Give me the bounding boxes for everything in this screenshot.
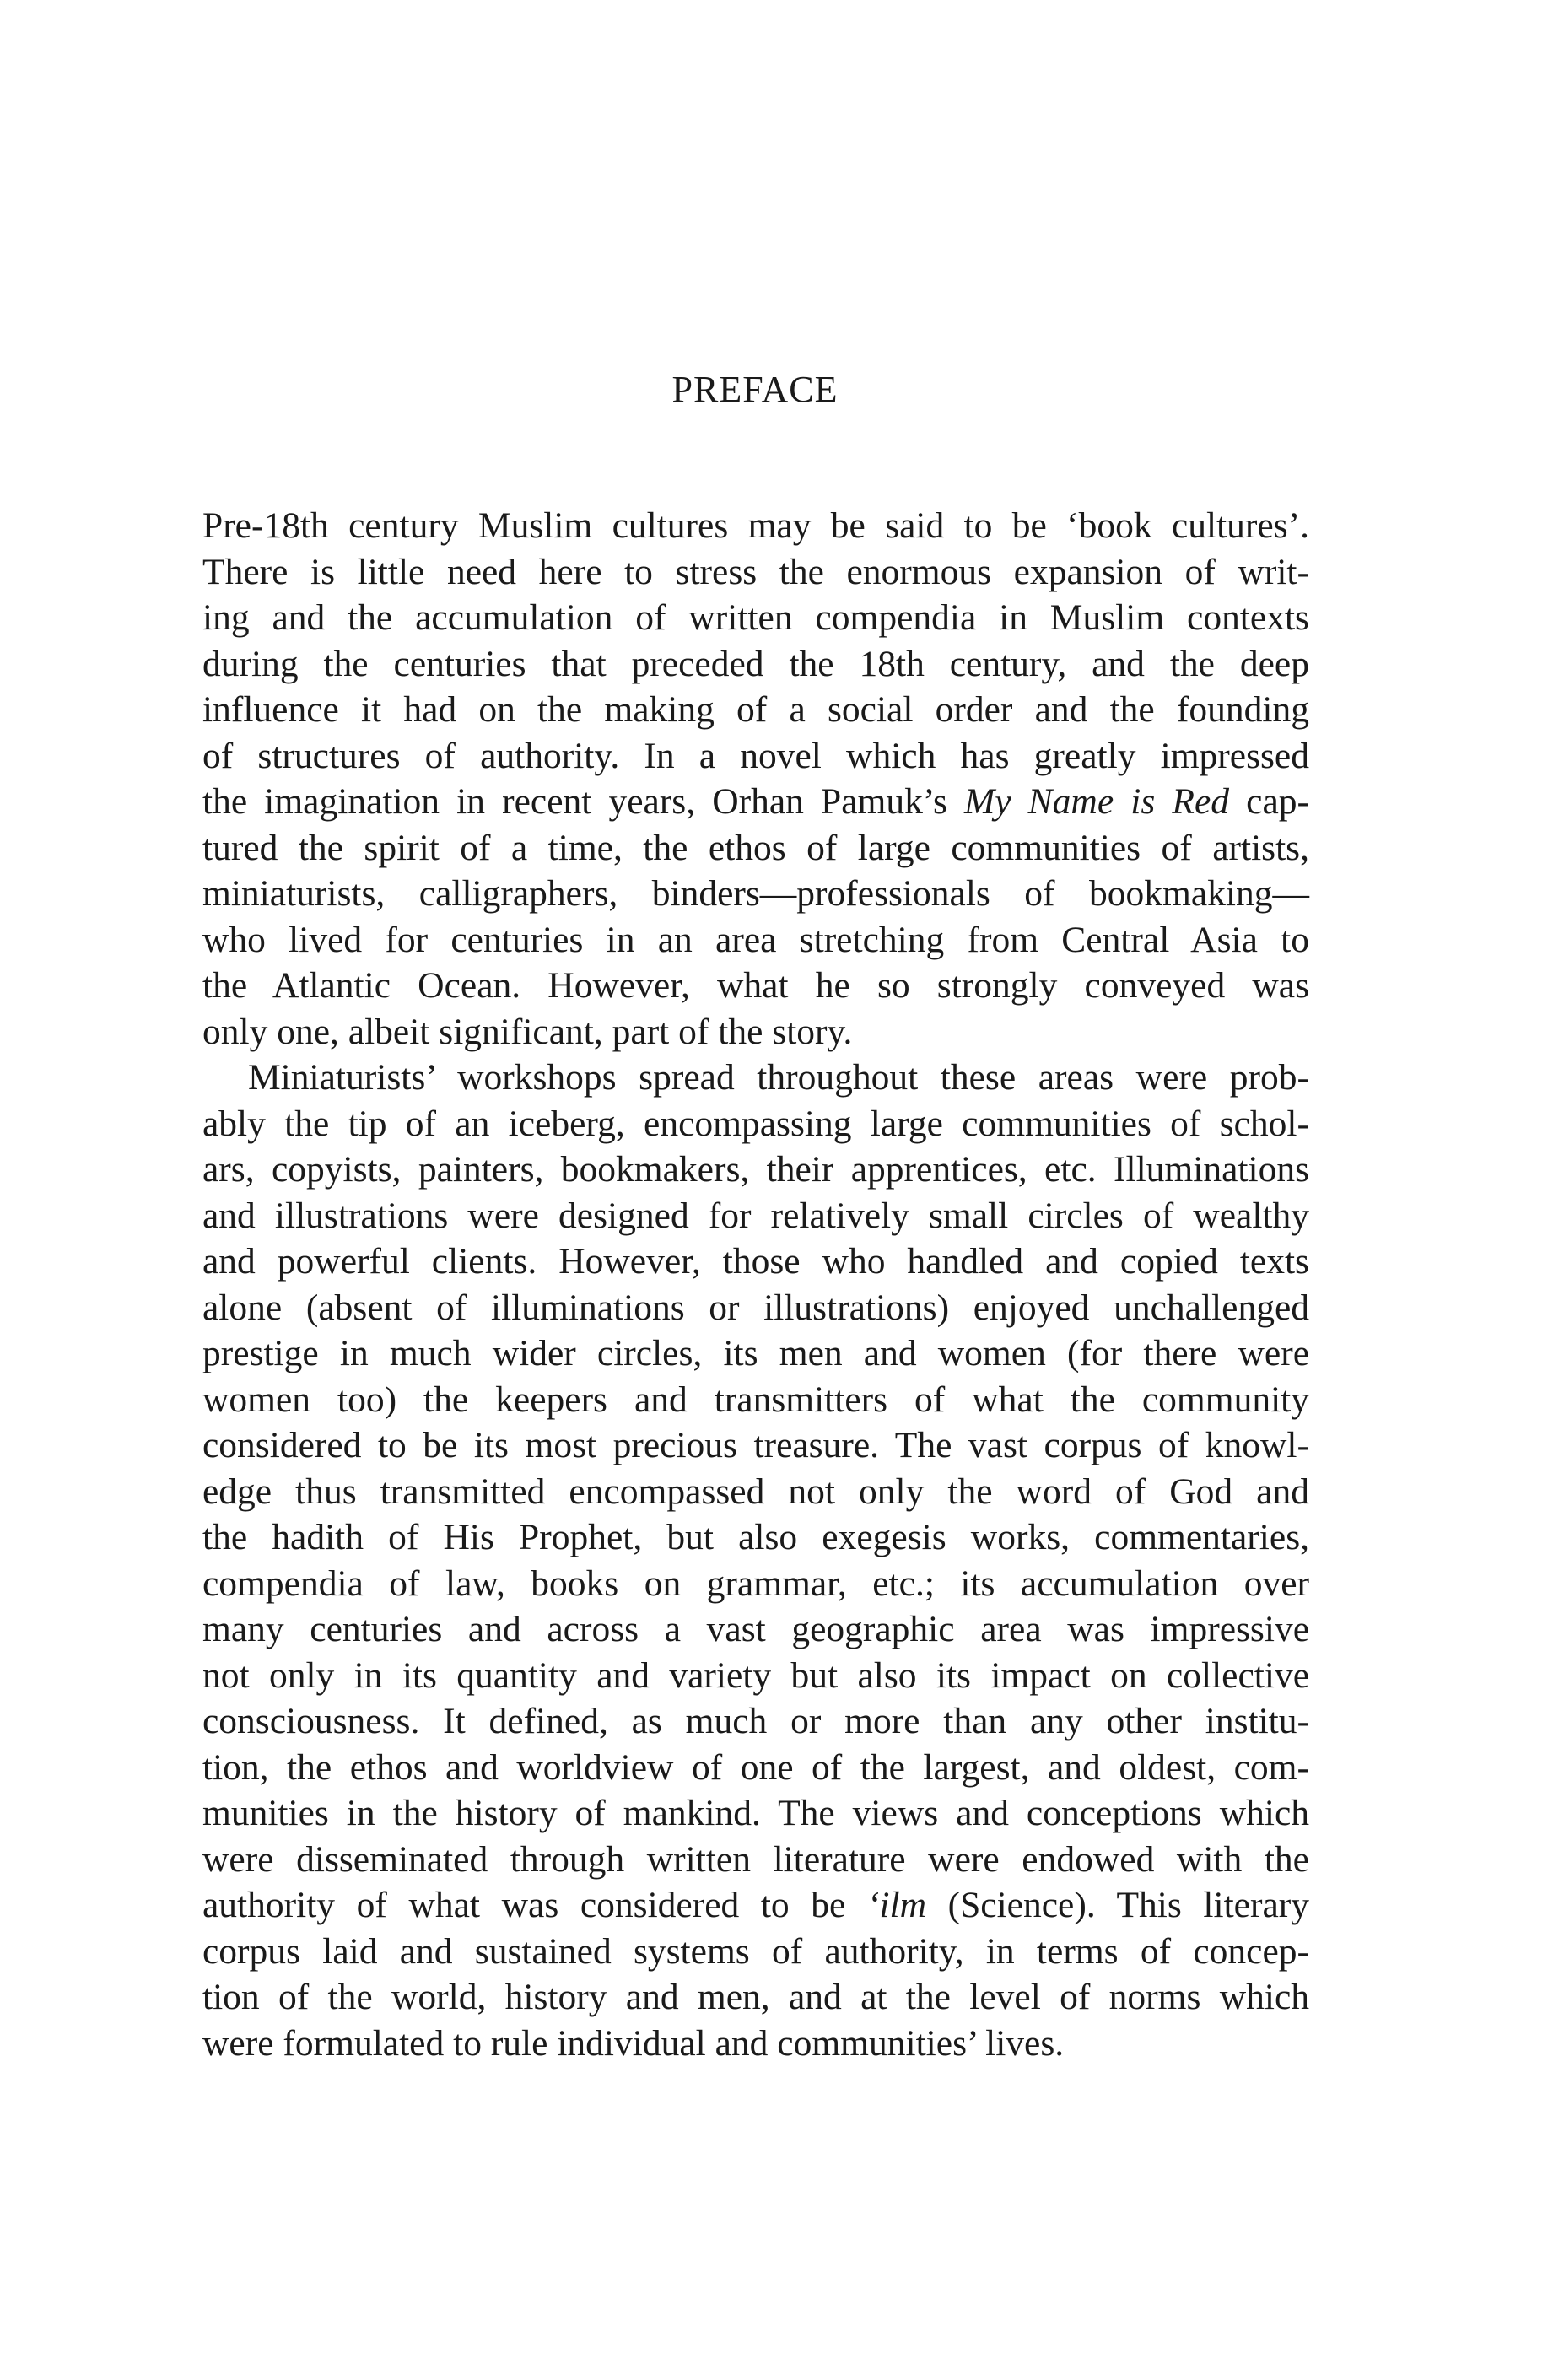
text-segment: Pre-18th century Muslim cultures may be said to be ‘book cultures’. <box>202 505 1309 546</box>
text-segment: ably the tip of an iceberg, encompassing large communities of schol- <box>202 1103 1309 1144</box>
text-line <box>202 1377 1309 1423</box>
text-line <box>202 1422 1309 1469</box>
text-segment: influence it had on the making of a social order and the founding <box>202 689 1309 730</box>
text-segment: the Atlantic Ocean. However, what he so strongly conveyed was <box>202 965 1309 1006</box>
text-segment: Miniaturists’ workshops spread throughout these areas were prob- <box>248 1057 1309 1098</box>
text-segment: munities in the history of mankind. The views and conceptions which <box>202 1793 1309 1833</box>
text-line <box>202 1193 1309 1239</box>
page-title: PREFACE <box>671 369 839 410</box>
text-segment: of structures of authority. In a novel which has greatly impressed <box>202 735 1309 776</box>
body-text <box>202 503 1309 2066</box>
text-segment: were disseminated through written literature were endowed with the <box>202 1838 1309 1880</box>
text-line <box>202 1285 1309 1331</box>
text-line <box>202 1698 1309 1745</box>
text-segment: tion, the ethos and worldview of one of the largest, and oldest, com- <box>202 1746 1309 1788</box>
paragraph <box>202 1055 1309 2066</box>
text-line <box>202 2021 1309 2067</box>
text-line <box>202 1239 1309 1285</box>
text-line <box>202 733 1309 780</box>
text-segment: tured the spirit of a time, the ethos of large communities of artists, <box>202 827 1309 868</box>
text-line <box>202 1469 1309 1515</box>
text-line <box>202 1606 1309 1653</box>
text-segment: cap- <box>1229 781 1309 822</box>
text-segment: edge thus transmitted encompassed not only the word of God and <box>202 1471 1309 1512</box>
text-segment: during the centuries that preceded the 18th century, and the deep <box>202 643 1309 684</box>
text-segment: many centuries and across a vast geographic area was impressive <box>202 1609 1309 1649</box>
text-line <box>202 595 1309 641</box>
text-line <box>202 1101 1309 1147</box>
text-line <box>202 1147 1309 1193</box>
text-line <box>202 1745 1309 1791</box>
text-segment: There is little need here to stress the enormous expansion of writ- <box>202 551 1309 592</box>
text-line <box>202 1974 1309 2021</box>
text-segment: not only in its quantity and variety but also its impact on collective <box>202 1654 1309 1696</box>
text-segment: considered to be its most precious treasure. The vast corpus of knowl- <box>202 1425 1309 1465</box>
text-segment: only one, albeit significant, part of the story. <box>202 1011 853 1052</box>
text-line <box>202 871 1309 917</box>
text-line <box>202 641 1309 688</box>
text-segment: ars, copyists, painters, bookmakers, their apprentices, etc. Illuminations <box>202 1149 1309 1190</box>
text-segment: prestige in much wider circles, its men and women (for there were <box>202 1333 1309 1373</box>
text-segment: and powerful clients. However, those who handled and copied texts <box>202 1241 1309 1282</box>
text-line <box>202 1514 1309 1561</box>
text-line <box>202 779 1309 825</box>
text-line <box>202 549 1309 596</box>
text-line <box>202 503 1309 549</box>
text-line <box>202 1561 1309 1607</box>
text-segment: women too) the keepers and transmitters of what the community <box>202 1379 1309 1420</box>
italic-term: My Name is Red <box>964 781 1230 822</box>
text-line <box>202 1790 1309 1837</box>
text-line <box>202 963 1309 1009</box>
text-line <box>202 825 1309 872</box>
text-segment: were formulated to rule individual and communities’ lives. <box>202 2022 1065 2064</box>
text-segment: the imagination in recent years, Orhan Pamuk’s <box>202 781 965 822</box>
text-line <box>202 1882 1309 1929</box>
text-line <box>202 687 1309 733</box>
text-line <box>202 1009 1309 1055</box>
text-segment: and illustrations were designed for relatively small circles of wealthy <box>202 1195 1309 1236</box>
text-segment: miniaturists, calligraphers, binders—professionals of bookmaking— <box>202 873 1309 914</box>
text-segment: who lived for centuries in an area stretching from Central Asia to <box>202 919 1309 960</box>
text-segment: ing and the accumulation of written compendia in Muslim contexts <box>202 597 1309 638</box>
text-segment: compendia of law, books on grammar, etc.; its accumulation over <box>202 1562 1309 1604</box>
text-line <box>202 1837 1309 1883</box>
text-line <box>202 1055 1309 1101</box>
text-segment: tion of the world, history and men, and at the level of norms which <box>202 1977 1309 2017</box>
text-segment: authority of what was considered to be <box>202 1885 867 1925</box>
text-segment: (Science). This literary <box>926 1885 1310 1925</box>
italic-term: ‘ilm <box>866 1885 926 1925</box>
paragraph <box>202 503 1309 1055</box>
text-segment: corpus laid and sustained systems of authority, in terms of concep- <box>202 1930 1309 1972</box>
text-segment: alone (absent of illuminations or illustrations) enjoyed unchallenged <box>202 1287 1309 1328</box>
text-segment: the hadith of His Prophet, but also exegesis works, commentaries, <box>202 1517 1309 1557</box>
text-segment: consciousness. It defined, as much or more than any other institu- <box>202 1701 1309 1741</box>
text-line <box>202 917 1309 963</box>
text-line <box>202 1929 1309 1975</box>
text-line <box>202 1653 1309 1699</box>
text-line <box>202 1330 1309 1377</box>
